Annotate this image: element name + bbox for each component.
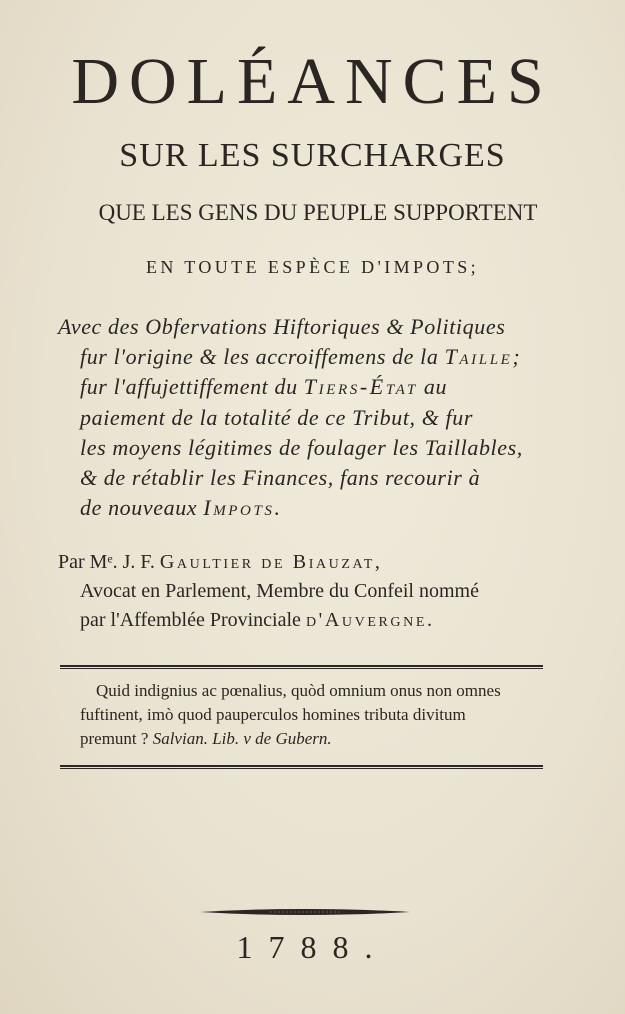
description-line: Avec des Obfervations Hiftoriques & Politiques xyxy=(58,314,506,339)
epigraph-quote xyxy=(80,679,550,751)
description-line: & de rétablir les Finances, fans recourir à xyxy=(80,465,481,491)
description-line: paiement de la totalité de ce Tribut, & fur xyxy=(80,404,474,430)
book-title: DOLÉANCES xyxy=(71,45,554,118)
description-line: fur l'affujettiffement du Tiers-État au xyxy=(80,374,448,400)
quote-citation: Salvian. Lib. v de Gubern. xyxy=(152,729,332,748)
author-title-line: Avocat en Parlement, Membre du Confeil nommé xyxy=(80,580,479,602)
quote-line: Quid indignius ac pœnalius, quòd omnium onus non omnes xyxy=(96,681,501,700)
region-name: d'Auvergne. xyxy=(305,609,435,631)
author-assembly-line: par l'Affemblée Provinciale d'Auvergne. xyxy=(80,609,435,631)
impots-term: Impots xyxy=(203,495,275,521)
subtitle-gens-du-peuple: QUE LES GENS DU PEUPLE SUPPORTENT xyxy=(98,200,538,225)
publication-year: 1788. xyxy=(236,929,389,965)
top-rule-divider xyxy=(60,665,543,669)
description-line: de nouveaux Impots. xyxy=(80,495,281,521)
quote-line: fuftinent, imò quod pauperculos homines tributa divitum xyxy=(80,705,466,724)
author-name: Gaultier de Biauzat, xyxy=(159,551,383,573)
description-line: les moyens légitimes de foulager les Taillables, xyxy=(80,434,523,460)
tiers-etat-term: Tiers-État xyxy=(303,374,418,400)
ornament-rule-icon xyxy=(200,907,410,917)
subtitle-surcharges: SUR LES SURCHARGES xyxy=(119,137,506,174)
quote-line: premunt ? Salvian. Lib. v de Gubern. xyxy=(80,729,332,748)
author-block xyxy=(58,548,578,635)
subtitle-impots: EN TOUTE ESPÈCE D'IMPOTS; xyxy=(145,257,480,277)
description-line: fur l'origine & les accroiffemens de la Taille; xyxy=(80,344,523,370)
bottom-rule-divider xyxy=(60,765,543,769)
taille-term: Taille; xyxy=(444,344,523,370)
description-block xyxy=(58,312,558,523)
author-line: Par Mᵉ. J. F. Gaultier de Biauzat, xyxy=(58,551,383,573)
